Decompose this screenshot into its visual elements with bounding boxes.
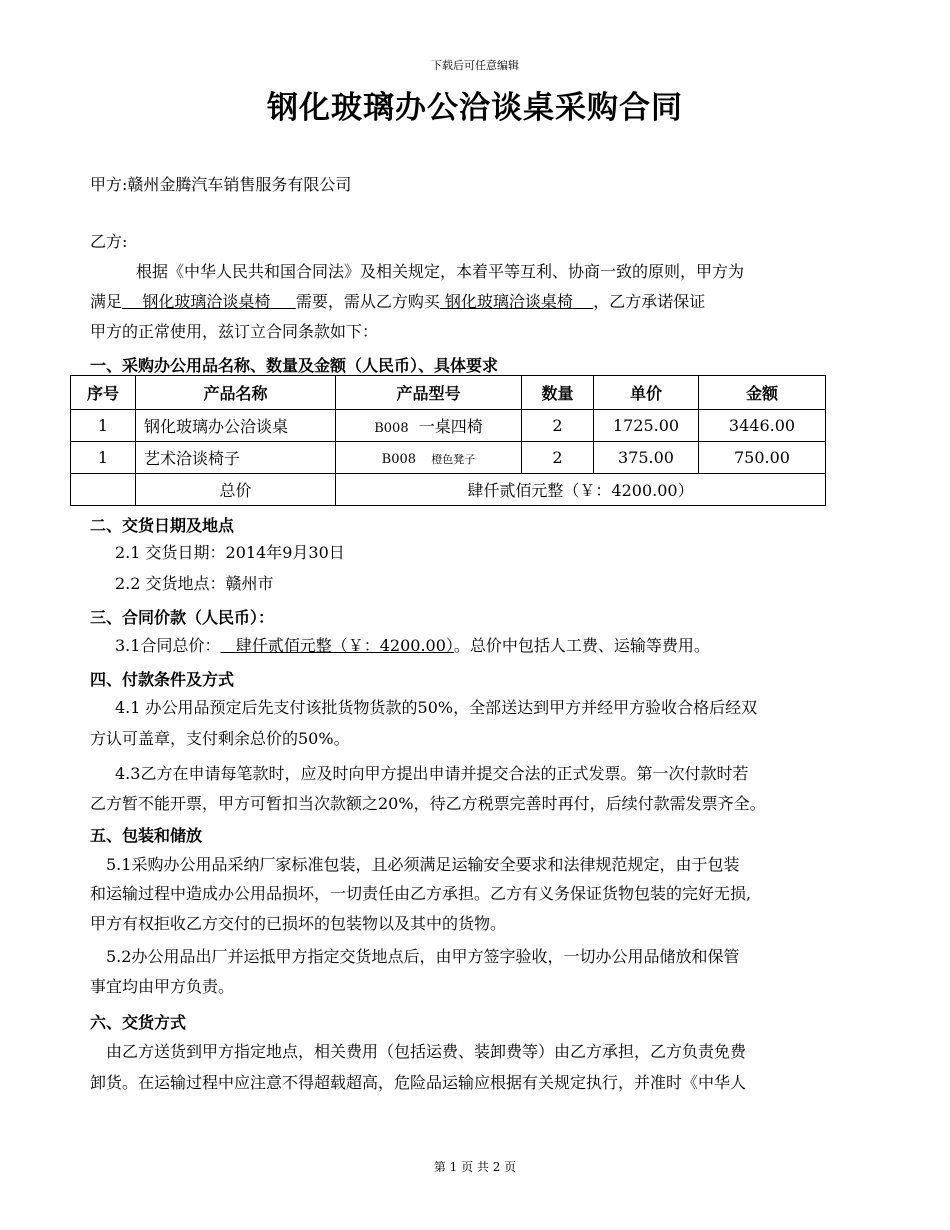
cell-no: 1 [71, 410, 136, 442]
section-1-heading: 一、采购办公用品名称、数量及金额（人民币）、具体要求 [90, 356, 499, 375]
clause-5-1-line-2: 和运输过程中造成办公用品损坏，一切责任由乙方承担。乙方有义务保证货物包装的完好无损, [90, 884, 752, 903]
col-header: 产品名称 [136, 376, 336, 410]
table-header-row [71, 376, 826, 410]
contract-total: 肆仟贰佰元整（￥：4200.00） [235, 636, 454, 655]
total-value: 肆仟贰佰元整（￥：4200.00） [336, 474, 826, 506]
cell-amount: 750.00 [699, 442, 826, 474]
cell-price: 375.00 [594, 442, 699, 474]
cell-price: 1725.00 [594, 410, 699, 442]
page-footer: 第 1 页 共 2 页 [433, 1160, 517, 1174]
clause-5-2-line-2: 事宜均由甲方负责。 [90, 977, 235, 996]
clause-6-line-2: 卸货。在运输过程中应注意不得超载超高，危险品运输应根据有关规定执行，并准时《中华人 [90, 1073, 747, 1092]
party-b: 乙方: [90, 232, 128, 251]
header-note: 下载后可任意编辑 [431, 59, 519, 72]
cell-name: 艺术洽谈椅子 [136, 442, 336, 474]
party-a: 甲方:赣州金腾汽车销售服务有限公司 [90, 175, 352, 194]
total-label: 总价 [136, 474, 336, 506]
intro-line-1: 根据《中华人民共和国合同法》及相关规定，本着平等互利、协商一致的原则，甲方为 [136, 262, 745, 281]
intro-text: ，乙方承诺保证 [593, 292, 706, 311]
clause-4-3-line-1: 4.3乙方在申请每笔款时，应及时向甲方提出申请并提交合法的正式发票。第一次付款时若 [115, 764, 749, 783]
table-total-row [71, 474, 826, 506]
cell-qty: 2 [522, 442, 594, 474]
delivery-date: 2.1 交货日期：2014年9月30日 [115, 543, 345, 562]
clause-4-1-line-2: 方认可盖章，支付剩余总价的50%。 [90, 729, 350, 748]
col-header: 单价 [594, 376, 699, 410]
section-4-heading: 四、付款条件及方式 [90, 670, 235, 689]
intro-text: 需要，需从乙方购买 [295, 292, 440, 311]
clause-4-3-line-2: 乙方暂不能开票，甲方可暂扣当次款额之20%，待乙方税票完善时再付，后续付款需发票齐全。 [90, 794, 766, 813]
section-3-heading: 三、合同价款（人民币）： [90, 608, 275, 627]
purchase-item: 钢化玻璃洽谈桌椅 [444, 292, 573, 311]
cell-empty [71, 474, 136, 506]
col-header: 产品型号 [336, 376, 522, 410]
section-2-heading: 二、交货日期及地点 [90, 516, 235, 535]
delivery-place: 2.2 交货地点：赣州市 [115, 574, 274, 593]
table-row [71, 442, 826, 474]
intro-line-3: 甲方的正常使用，兹订立合同条款如下： [90, 322, 379, 341]
col-header: 金额 [699, 376, 826, 410]
table-row [71, 410, 826, 442]
clause-4-1-line-1: 4.1 办公用品预定后先支付该批货物货款的50%，全部送达到甲方并经甲方验收合格后经双 [115, 698, 758, 717]
clause-6-line-1: 由乙方送货到甲方指定地点，相关费用（包括运费、装卸费等）由乙方承担，乙方负责免费 [106, 1042, 747, 1061]
cell-name: 钢化玻璃办公洽谈桌 [136, 410, 336, 442]
col-header: 数量 [522, 376, 594, 410]
cell-model: B008 橙色凳子 [336, 442, 522, 474]
intro-line-2 [90, 292, 705, 312]
contract-title: 钢化玻璃办公洽谈桌采购合同 [267, 90, 683, 126]
intro-text: 满足 [90, 292, 123, 311]
section-6-heading: 六、交货方式 [90, 1013, 187, 1032]
cell-amount: 3446.00 [699, 410, 826, 442]
clause-5-1-line-1: 5.1采购办公用品采纳厂家标准包装，且必须满足运输安全要求和法律规范规定，由于包装 [106, 855, 740, 874]
purpose-item: 钢化玻璃洽谈桌椅 [142, 292, 271, 311]
cell-qty: 2 [522, 410, 594, 442]
cell-no: 1 [71, 442, 136, 474]
section-5-heading: 五、包装和储放 [90, 826, 203, 845]
product-table [70, 375, 826, 506]
clause-5-2-line-1: 5.2办公用品出厂并运抵甲方指定交货地点后，由甲方签字验收，一切办公用品储放和保管 [106, 947, 740, 966]
clause-5-1-line-3: 甲方有权拒收乙方交付的已损坏的包装物以及其中的货物。 [90, 914, 507, 933]
cell-model: B008 一桌四椅 [336, 410, 522, 442]
contract-price: 3.1合同总价： 肆仟贰佰元整（￥：4200.00）。总价中包括人工费、运输等费用。 [115, 636, 710, 655]
col-header: 序号 [71, 376, 136, 410]
